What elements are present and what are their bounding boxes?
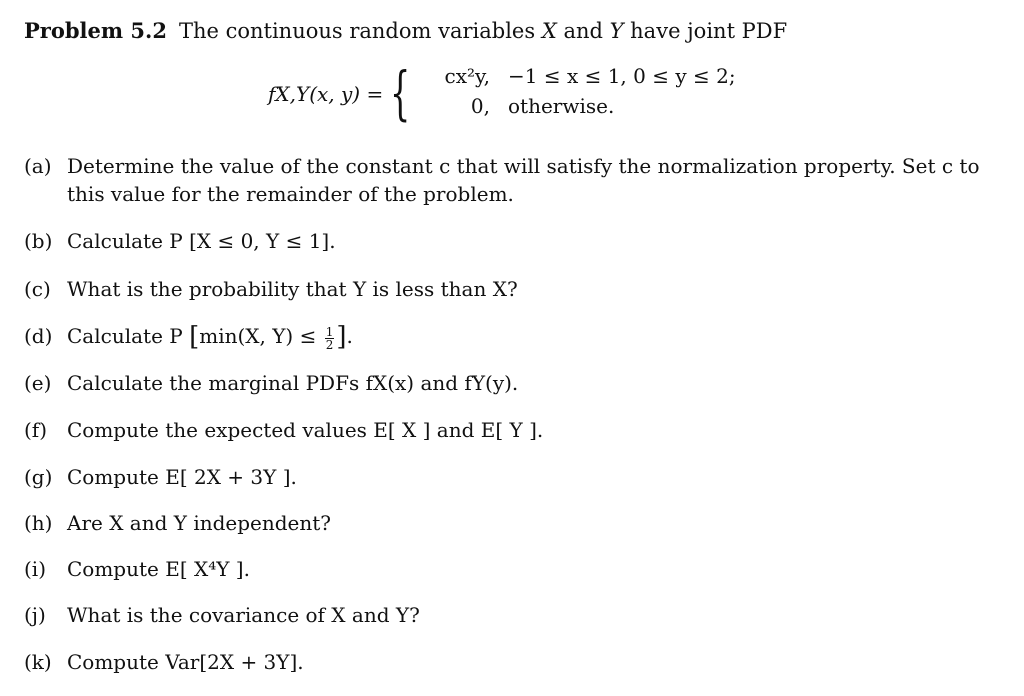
- item-d-text-after: .: [346, 324, 353, 348]
- item-h: [24, 509, 999, 537]
- heading-var-x: X: [541, 19, 557, 43]
- item-k: [24, 648, 999, 676]
- item-label: (b): [24, 229, 53, 253]
- item-label: (a): [24, 154, 52, 178]
- item-b: [24, 227, 999, 255]
- item-i: [24, 555, 999, 583]
- case-2-value: 0,: [470, 94, 490, 118]
- item-e: [24, 369, 999, 397]
- formula-lhs-text: fX,Y(x, y) =: [268, 82, 384, 106]
- heading-and: and: [556, 19, 610, 43]
- heading-text-1: The continuous random variables: [178, 19, 542, 43]
- formula-case-2: [420, 94, 614, 118]
- item-j: [24, 601, 999, 629]
- left-bracket: [: [189, 322, 200, 352]
- problem-heading: [24, 18, 787, 43]
- item-g: [24, 463, 999, 491]
- case-1-condition: −1 ≤ x ≤ 1, 0 ≤ y ≤ 2;: [508, 64, 736, 88]
- fraction-denominator: 2: [325, 338, 334, 352]
- right-bracket: ]: [336, 322, 347, 352]
- item-label: (i): [24, 557, 47, 581]
- formula-lhs: [268, 82, 383, 106]
- item-label: (j): [24, 603, 46, 627]
- fraction-numerator: 1: [325, 325, 334, 339]
- left-brace: {: [390, 59, 411, 127]
- item-text: Are X and Y independent?: [67, 511, 332, 535]
- item-text: What is the probability that Y is less than X?: [67, 277, 518, 301]
- item-d: [24, 322, 999, 351]
- item-text: [67, 322, 999, 351]
- item-text: Calculate P [X ≤ 0, Y ≤ 1].: [67, 229, 336, 253]
- item-c: [24, 275, 999, 303]
- heading-var-y: Y: [609, 19, 624, 43]
- joint-pdf-formula: [268, 59, 788, 128]
- item-a: [24, 152, 999, 208]
- item-text: Calculate the marginal PDFs fX(x) and fY(y).: [67, 371, 519, 395]
- fraction-one-half: [325, 326, 335, 351]
- item-text: Compute E[ X⁴Y ].: [67, 557, 250, 581]
- item-text: What is the covariance of X and Y?: [67, 603, 420, 627]
- case-2-condition: otherwise.: [508, 94, 615, 118]
- item-f: [24, 416, 999, 444]
- item-text: Compute the expected values E[ X ] and E[ Y ].: [67, 418, 544, 442]
- item-label: (k): [24, 650, 52, 674]
- formula-case-1: [420, 64, 736, 88]
- case-1-value: cx²y,: [444, 64, 490, 88]
- item-text: Compute E[ 2X + 3Y ].: [67, 465, 297, 489]
- item-label: (h): [24, 511, 53, 535]
- item-text: Compute Var[2X + 3Y].: [67, 650, 304, 674]
- item-d-text-before: Calculate P: [67, 324, 190, 348]
- problem-number: Problem 5.2: [24, 18, 167, 43]
- item-label: (g): [24, 465, 53, 489]
- item-text: Determine the value of the constant c that will satisfy the normalization property. Set c to this value for the remainder of the problem.: [67, 154, 980, 206]
- item-d-text-mid: min(X, Y) ≤: [199, 324, 323, 348]
- item-label: (c): [24, 277, 51, 301]
- item-label: (e): [24, 371, 52, 395]
- item-label: (f): [24, 418, 48, 442]
- item-label: (d): [24, 324, 53, 348]
- heading-text-2: have joint PDF: [623, 19, 788, 43]
